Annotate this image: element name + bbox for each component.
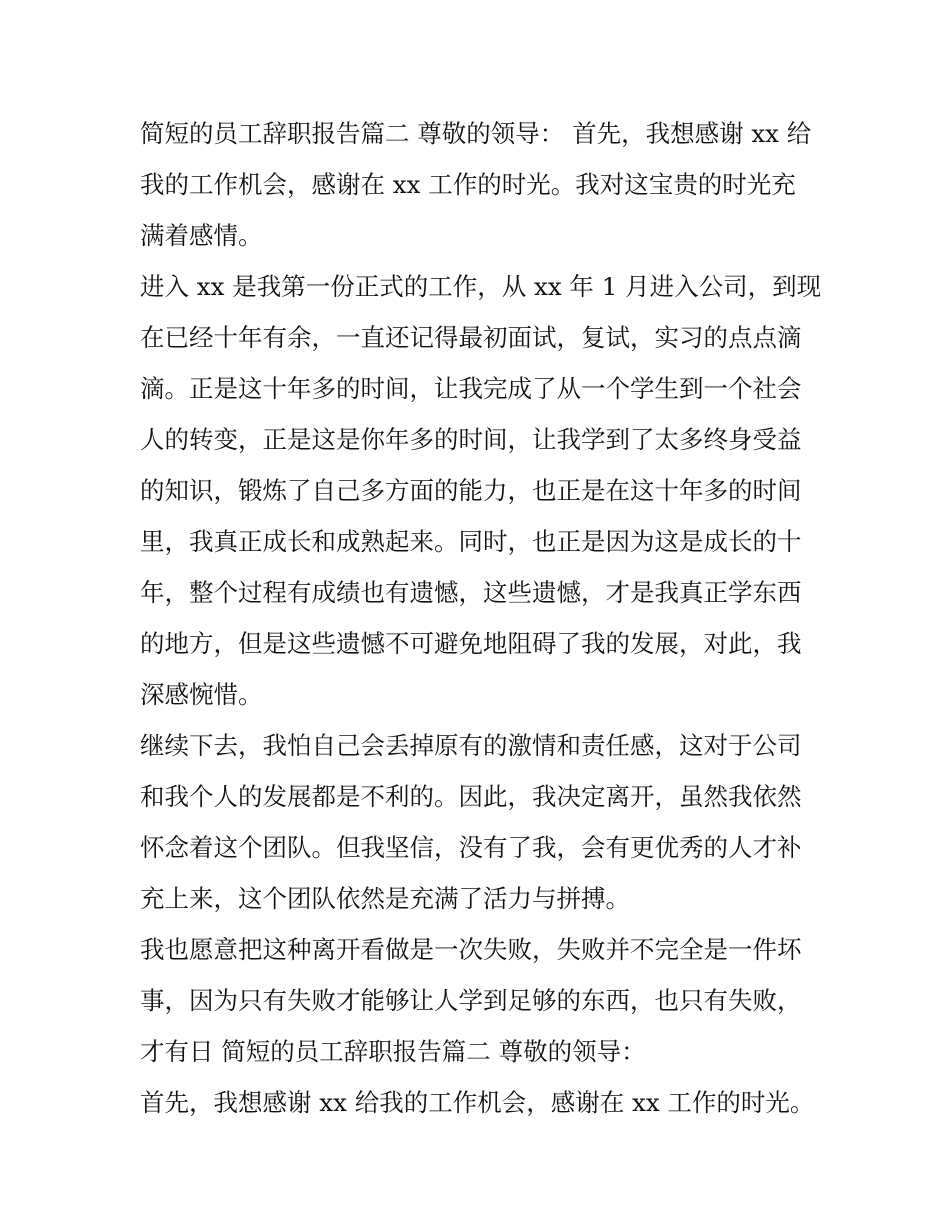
text-line: 滴。正是这十年多的时间，让我完成了从一个学生到一个社会 bbox=[140, 374, 802, 403]
text-line: 事，因为只有失败才能够让人学到足够的东西，也只有失败， bbox=[140, 986, 802, 1015]
text-line: 里，我真正成长和成熟起来。同时，也正是因为这是成长的十 bbox=[140, 527, 802, 556]
text-line: 的知识，锻炼了自己多方面的能力，也正是在这十年多的时间 bbox=[140, 476, 802, 505]
text-line: 首先，我想感谢 xx 给我的工作机会，感谢在 xx 工作的时光。 bbox=[140, 1088, 815, 1117]
text-line: 怀念着这个团队。但我坚信，没有了我，会有更优秀的人才补 bbox=[140, 833, 802, 862]
text-line: 在已经十年有余，一直还记得最初面试，复试，实习的点点滴 bbox=[140, 323, 802, 352]
text-line: 我的工作机会，感谢在 xx 工作的时光。我对这宝贵的时光充 bbox=[140, 170, 796, 199]
text-line: 的地方，但是这些遗憾不可避免地阻碍了我的发展，对此，我 bbox=[140, 629, 802, 658]
text-line: 才有日 简短的员工辞职报告篇二 尊敬的领导： bbox=[140, 1037, 646, 1066]
text-line: 和我个人的发展都是不利的。因此，我决定离开，虽然我依然 bbox=[140, 782, 802, 811]
text-line: 人的转变，正是这是你年多的时间，让我学到了太多终身受益 bbox=[140, 425, 802, 454]
text-line: 简短的员工辞职报告篇二 尊敬的领导： 首先，我想感谢 xx 给 bbox=[140, 119, 812, 148]
text-line: 进入 xx 是我第一份正式的工作，从 xx 年 1 月进入公司，到现 bbox=[140, 272, 822, 301]
text-line: 继续下去，我怕自己会丢掉原有的激情和责任感，这对于公司 bbox=[140, 731, 802, 760]
text-line: 年，整个过程有成绩也有遗憾，这些遗憾，才是我真正学东西 bbox=[140, 578, 802, 607]
text-line: 满着感情。 bbox=[140, 221, 263, 250]
text-line: 深感惋惜。 bbox=[140, 680, 263, 709]
document-body bbox=[140, 108, 820, 1128]
text-line: 我也愿意把这种离开看做是一次失败，失败并不完全是一件坏 bbox=[140, 935, 802, 964]
text-line: 充上来，这个团队依然是充满了活力与拼搏。 bbox=[140, 884, 630, 913]
